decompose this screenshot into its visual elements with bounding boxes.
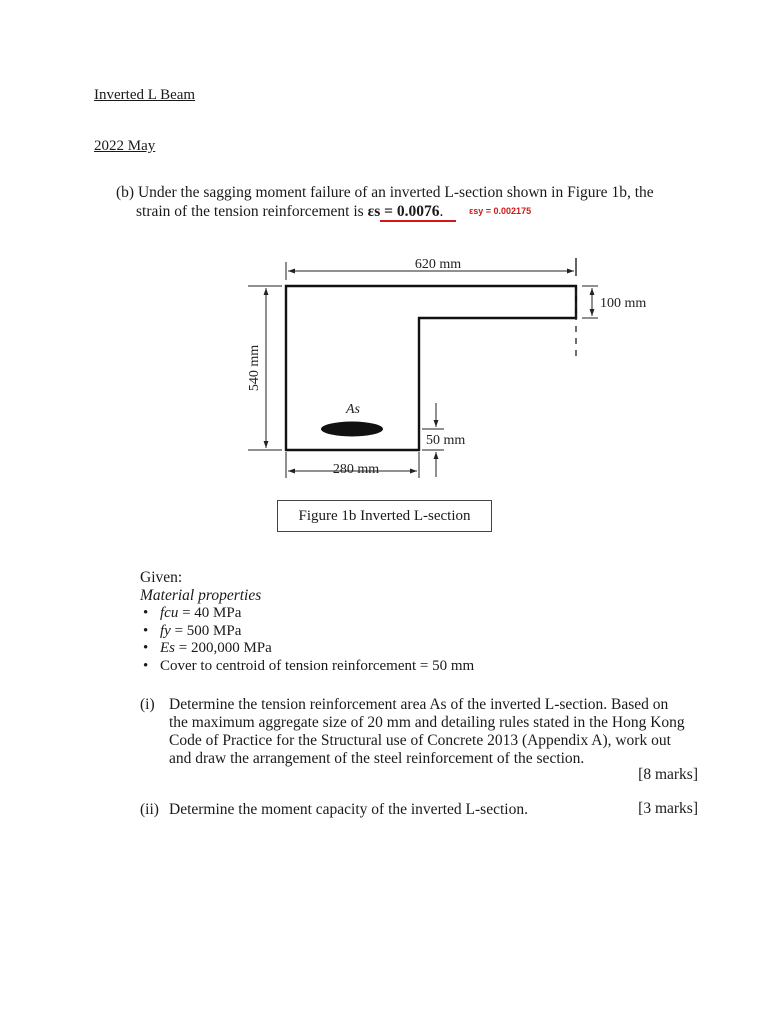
bullet-item: • (143, 623, 149, 639)
given-item-fy-value: = 500 MPa (170, 623, 242, 639)
question-b-line2-prefix: strain of the tension reinforcement is (136, 203, 364, 220)
part-i-line4: and draw the arrangement of the steel reinforcement of the section. (169, 750, 585, 767)
given-item-fy (160, 623, 241, 640)
given-heading: Given: (140, 569, 183, 586)
steel-area-label: As (346, 402, 360, 417)
given-item-fy-symbol: fy (160, 623, 171, 639)
given-item-fcu-value: = 40 MPa (178, 605, 242, 621)
given-subheading: Material properties (140, 587, 262, 604)
exam-date: 2022 May (94, 138, 156, 154)
part-ii-text: Determine the moment capacity of the inverted L-section. (169, 801, 528, 818)
bullet-item: • (143, 640, 149, 656)
bullet-item: • (143, 605, 149, 621)
given-item-es-value: = 200,000 MPa (175, 640, 272, 656)
part-i-line2: the maximum aggregate size of 20 mm and detailing rules stated in the Hong Kong (169, 714, 685, 731)
figure-caption: Figure 1b Inverted L-section (277, 500, 492, 532)
given-item-es-symbol: Es (160, 640, 175, 656)
dim-50-label: 50 mm (426, 433, 466, 448)
question-b-line1: (b) Under the sagging moment failure of an inverted L-section shown in Figure 1b, the (116, 184, 654, 201)
yield-strain-annotation: εsy = 0.002175 (469, 206, 532, 216)
given-item-cover-text: Cover to centroid of tension reinforcement = 50 mm (160, 658, 475, 674)
given-item-es (160, 640, 272, 657)
dim-620-label: 620 mm (414, 257, 462, 272)
dim-100-label: 100 mm (600, 296, 647, 311)
dim-280-label: 280 mm (332, 462, 380, 477)
part-i-line3: Code of Practice for the Structural use of Concrete 2013 (Appendix A), work out (169, 732, 671, 749)
question-b-line2-suffix: . (439, 203, 444, 220)
bullet-item: • (143, 658, 149, 674)
dim-540-label: 540 mm (247, 344, 262, 392)
strain-symbol: εs (367, 203, 381, 220)
given-item-cover (160, 658, 474, 675)
given-item-fcu-symbol: fcu (160, 605, 179, 621)
document-title: Inverted L Beam (94, 87, 196, 103)
strain-value: = 0.0076 (380, 203, 440, 220)
part-ii-marks: [3 marks] (638, 800, 698, 817)
tension-reinforcement (321, 422, 383, 437)
part-i-label: (i) (140, 696, 155, 713)
part-ii-label: (ii) (140, 801, 159, 818)
part-i-line1: Determine the tension reinforcement area As of the inverted L-section. Based on (169, 696, 669, 713)
part-i-marks: [8 marks] (638, 766, 698, 783)
given-item-fcu (160, 605, 241, 622)
